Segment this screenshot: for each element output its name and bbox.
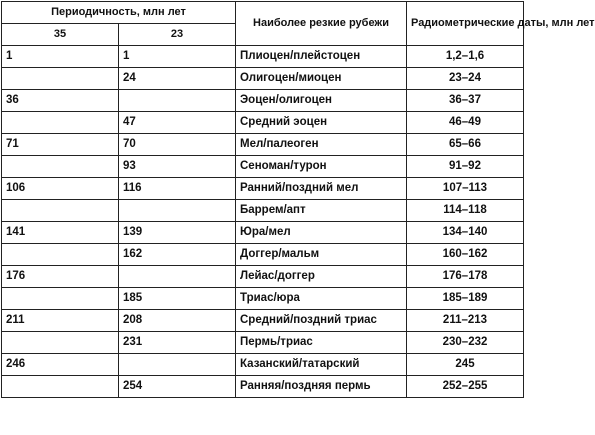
cell-date: 211–213 [407,310,524,332]
cell-period-35: 1 [2,46,119,68]
cell-period-35: 176 [2,266,119,288]
cell-period-23: 70 [119,134,236,156]
cell-period-23: 139 [119,222,236,244]
cell-date: 46–49 [407,112,524,134]
header-sub-23: 23 [119,24,236,46]
cell-period-35 [2,244,119,266]
table-row [2,134,524,156]
cell-date: 65–66 [407,134,524,156]
cell-boundary: Казанский/татарский [236,354,407,376]
cell-boundary: Юра/мел [236,222,407,244]
cell-period-35 [2,332,119,354]
table-row [2,266,524,288]
cell-period-35: 71 [2,134,119,156]
cell-period-35: 106 [2,178,119,200]
cell-period-23: 116 [119,178,236,200]
table-row [2,288,524,310]
cell-boundary: Средний эоцен [236,112,407,134]
cell-boundary: Баррем/апт [236,200,407,222]
cell-boundary: Доггер/мальм [236,244,407,266]
cell-period-23: 208 [119,310,236,332]
header-boundaries: Наиболее резкие рубежи [236,2,407,46]
table-row [2,332,524,354]
cell-boundary: Олигоцен/миоцен [236,68,407,90]
cell-period-35: 211 [2,310,119,332]
cell-period-35: 36 [2,90,119,112]
cell-period-35 [2,200,119,222]
table-row [2,244,524,266]
cell-boundary: Ранний/поздний мел [236,178,407,200]
cell-period-35: 246 [2,354,119,376]
cell-date: 1,2–1,6 [407,46,524,68]
cell-period-23 [119,90,236,112]
cell-period-23 [119,266,236,288]
cell-period-23: 231 [119,332,236,354]
cell-period-35 [2,376,119,398]
cell-boundary: Пермь/триас [236,332,407,354]
cell-date: 245 [407,354,524,376]
table-row [2,376,524,398]
cell-boundary: Плиоцен/плейстоцен [236,46,407,68]
cell-period-23: 93 [119,156,236,178]
table-row [2,68,524,90]
cell-period-23: 47 [119,112,236,134]
cell-date: 185–189 [407,288,524,310]
cell-period-35 [2,112,119,134]
cell-period-23: 24 [119,68,236,90]
header-periodicity: Периодичность, млн лет [2,2,236,24]
cell-period-35 [2,156,119,178]
table-row [2,310,524,332]
cell-boundary: Ранняя/поздняя пермь [236,376,407,398]
table-row [2,46,524,68]
cell-period-35 [2,288,119,310]
table-row [2,156,524,178]
table-body [2,46,524,398]
cell-date: 160–162 [407,244,524,266]
table-row [2,200,524,222]
cell-period-23 [119,200,236,222]
cell-period-35: 141 [2,222,119,244]
table-row [2,178,524,200]
cell-period-23: 254 [119,376,236,398]
cell-date: 176–178 [407,266,524,288]
cell-period-23: 1 [119,46,236,68]
cell-date: 252–255 [407,376,524,398]
cell-boundary: Средний/поздний триас [236,310,407,332]
cell-period-23: 185 [119,288,236,310]
cell-boundary: Сеноман/турон [236,156,407,178]
table-header [2,2,595,46]
cell-boundary: Эоцен/олигоцен [236,90,407,112]
periodicity-table [1,1,595,398]
cell-date: 23–24 [407,68,524,90]
cell-period-35 [2,68,119,90]
header-row-main [2,2,524,24]
cell-boundary: Мел/палеоген [236,134,407,156]
cell-date: 230–232 [407,332,524,354]
cell-date: 134–140 [407,222,524,244]
cell-period-23 [119,354,236,376]
cell-date: 91–92 [407,156,524,178]
cell-period-23: 162 [119,244,236,266]
header-dates: Радиометрические даты, млн лет [407,2,524,46]
table-row [2,222,524,244]
cell-date: 36–37 [407,90,524,112]
cell-boundary: Триас/юра [236,288,407,310]
cell-date: 114–118 [407,200,524,222]
header-sub-35: 35 [2,24,119,46]
table-row [2,112,524,134]
cell-date: 107–113 [407,178,524,200]
table-row [2,90,524,112]
table-row [2,354,524,376]
cell-boundary: Лейас/доггер [236,266,407,288]
